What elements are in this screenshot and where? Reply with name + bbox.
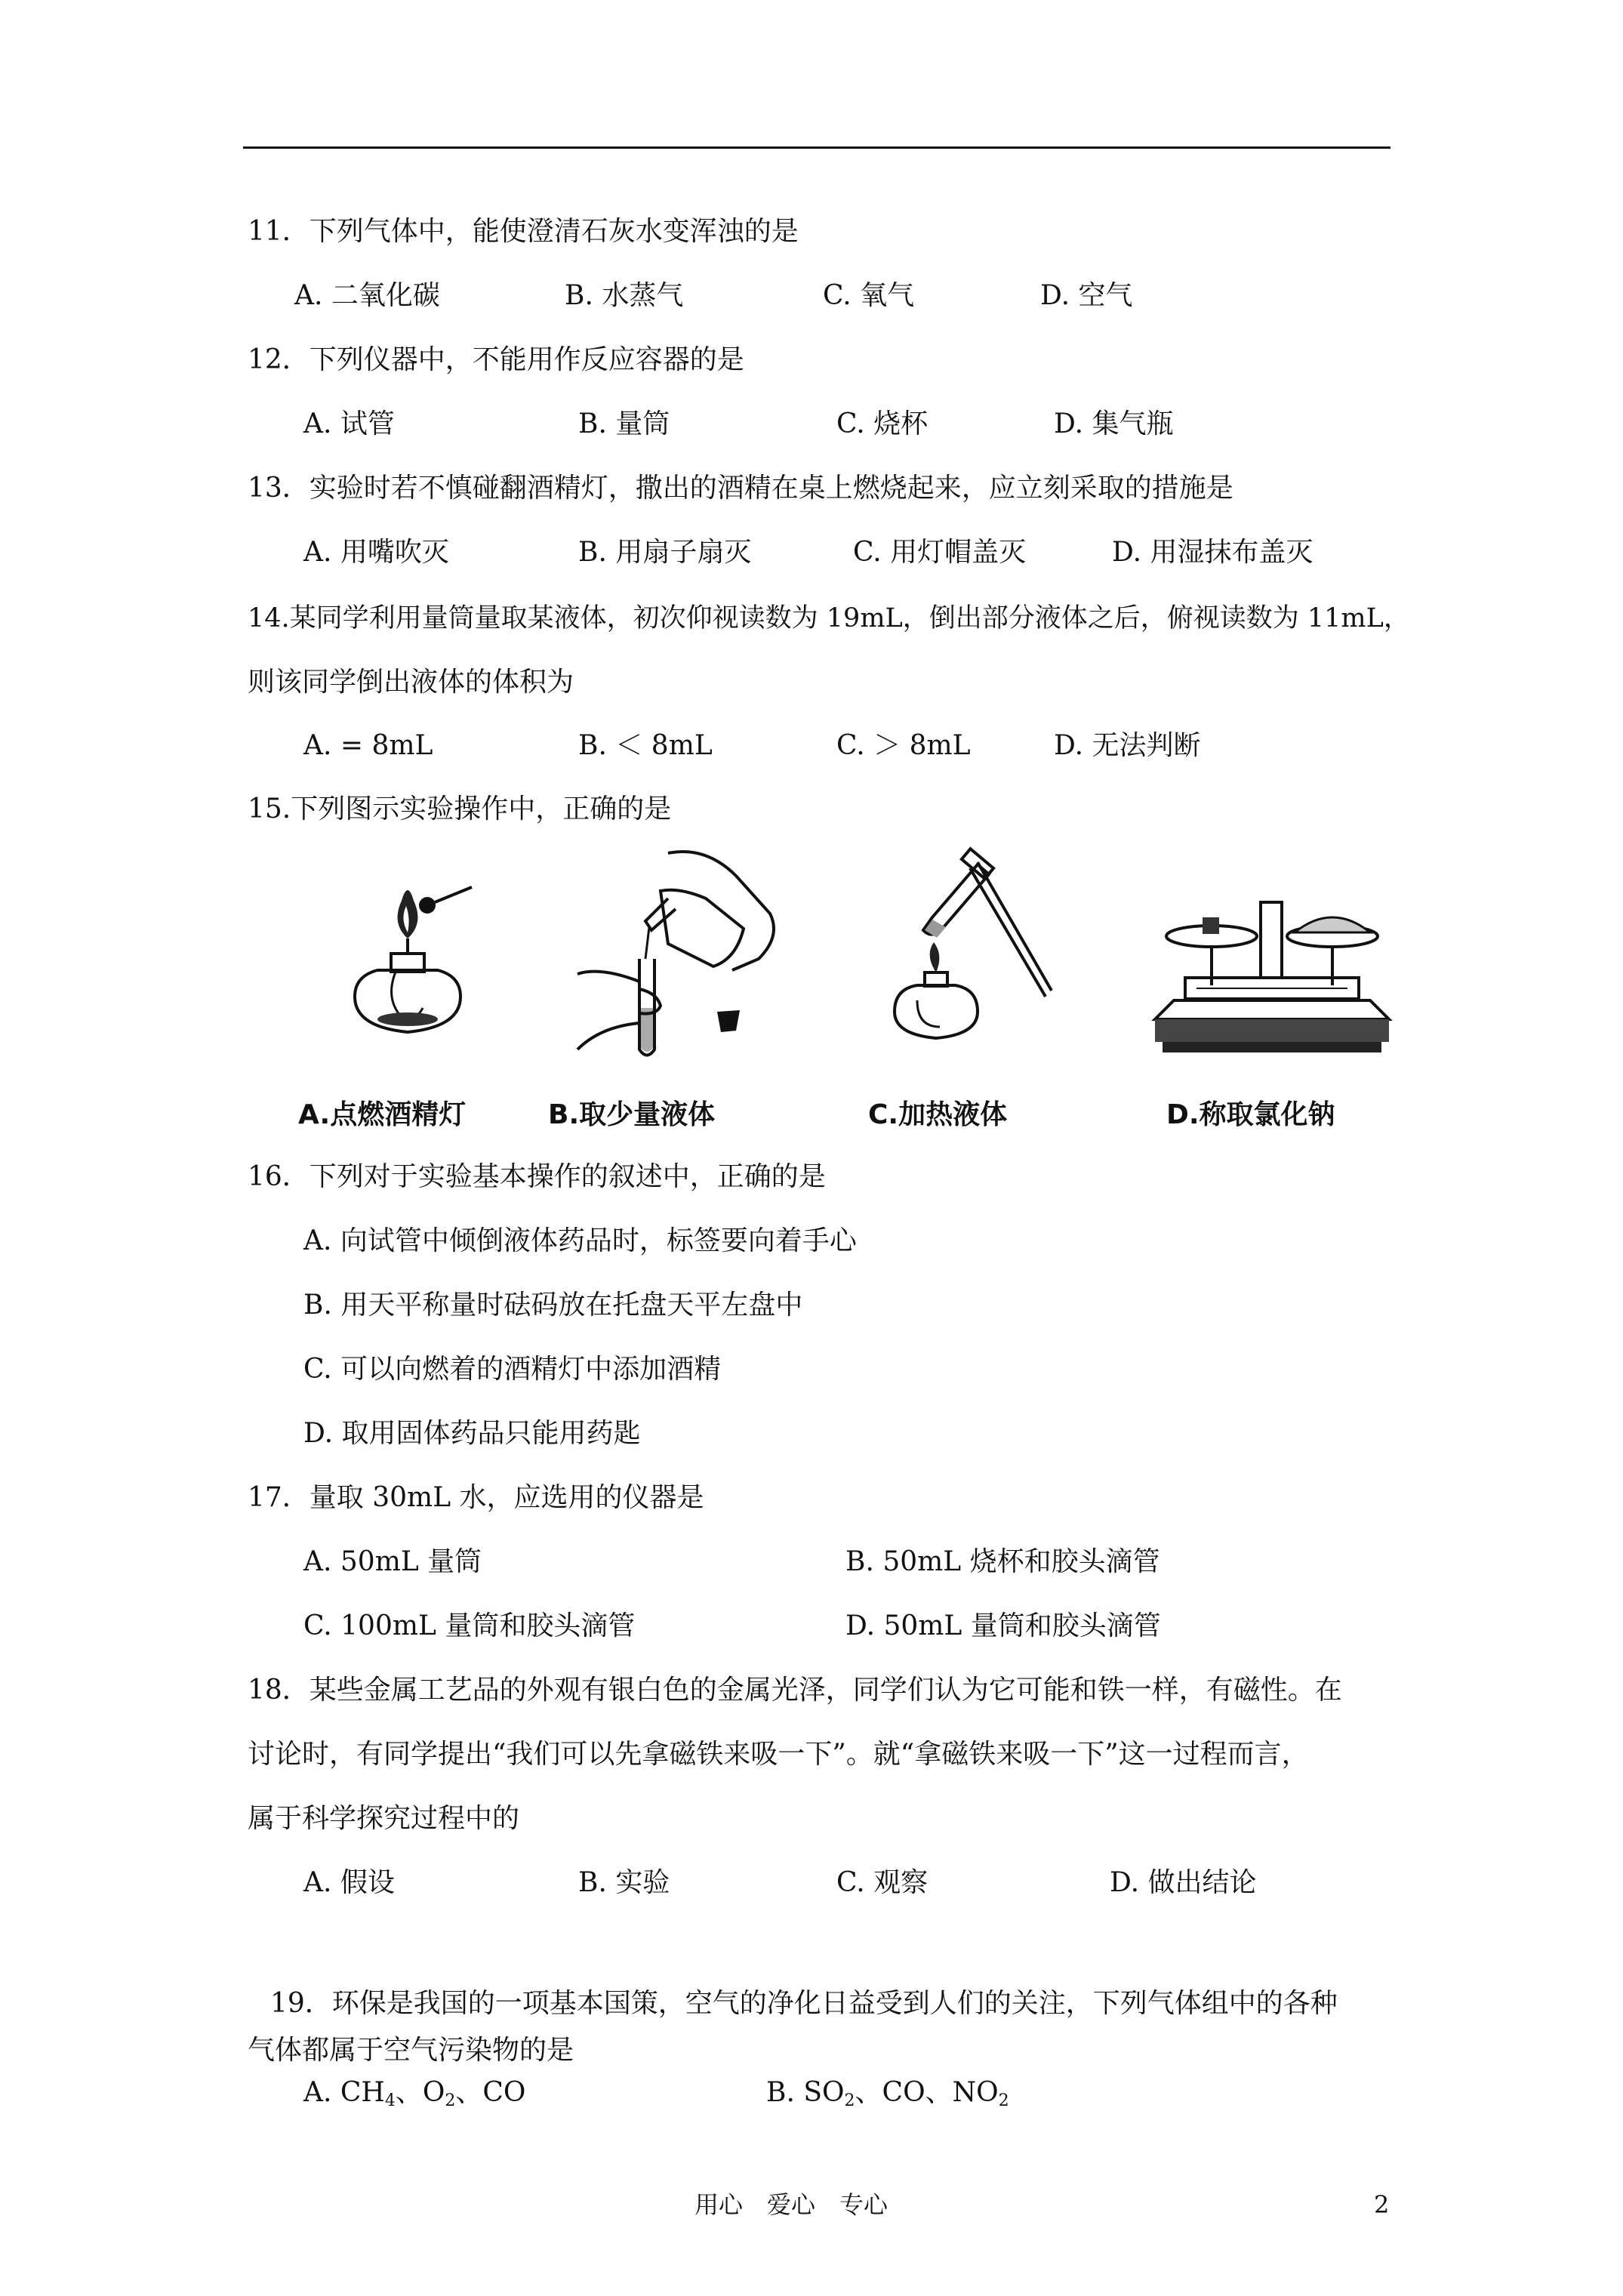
figure-b-caption: B.取少量液体 (548, 1099, 716, 1130)
q17-option-c: C. 100mL 量筒和胶头滴管 (303, 1610, 636, 1641)
figure-c-caption: C.加热液体 (868, 1099, 1008, 1130)
page-number: 2 (1374, 2190, 1390, 2219)
q18-option-c: C. 观察 (836, 1867, 929, 1898)
q17-option-a: A. 50mL 量筒 (303, 1546, 482, 1577)
question-18-stem-line-2: 讨论时，有同学提出“我们可以先拿磁铁来吸一下”。就“拿磁铁来吸一下”这一过程而言， (248, 1739, 1309, 1770)
alcohol-lamp-lighting-figure (332, 864, 483, 1061)
q14-option-c: C. ＞ 8mL (836, 730, 971, 761)
pouring-liquid-figure (555, 846, 781, 1072)
question-19-stem-line-2: 气体都属于空气污染物的是 (248, 2035, 574, 2066)
question-15-stem: 15.下列图示实验操作中，正确的是 (248, 794, 672, 824)
q19-option-a: A. $CH_4$、$O_2$、CO (303, 2077, 526, 2110)
header-rule (243, 146, 1390, 149)
question-11-stem: 11．下列气体中，能使澄清石灰水变浑浊的是 (248, 216, 799, 247)
question-14-stem-line-1: 14.某同学利用量筒量取某液体，初次仰视读数为 19mL，倒出部分液体之后，俯视读数为 11mL， (248, 603, 1410, 633)
q13-option-a: A. 用嘴吹灭 (303, 537, 449, 568)
question-17-stem: 17．量取 30mL 水，应选用的仪器是 (248, 1482, 704, 1513)
question-19-stem-line-1: 19．环保是我国的一项基本国策，空气的净化日益受到人们的关注，下列气体组中的各种 (270, 1988, 1338, 2019)
q11-option-d: D. 空气 (1040, 280, 1133, 311)
q18-option-d: D. 做出结论 (1110, 1867, 1257, 1898)
q17-option-b: B. 50mL 烧杯和胶头滴管 (845, 1546, 1160, 1577)
footer-motto: 用心 爱心 专心 (694, 2190, 888, 2219)
q13-option-d: D. 用湿抹布盖灭 (1112, 537, 1313, 568)
q11-option-a: A. 二氧化碳 (294, 280, 440, 311)
figure-a-caption: A.点燃酒精灯 (298, 1099, 467, 1130)
q12-option-b: B. 量筒 (578, 408, 670, 439)
question-18-stem-line-3: 属于科学探究过程中的 (248, 1803, 520, 1834)
q16-option-d: D. 取用固体药品只能用药匙 (303, 1418, 641, 1449)
question-12-stem: 12．下列仪器中，不能用作反应容器的是 (248, 344, 744, 375)
q13-option-c: C. 用灯帽盖灭 (853, 537, 1027, 568)
q17-option-d: D. 50mL 量筒和胶头滴管 (845, 1610, 1161, 1641)
q12-option-d: D. 集气瓶 (1054, 408, 1174, 439)
q18-option-b: B. 实验 (578, 1867, 670, 1898)
question-18-stem-line-1: 18．某些金属工艺品的外观有银白色的金属光泽，同学们认为它可能和铁一样，有磁性。在 (248, 1675, 1342, 1706)
question-13-stem: 13．实验时若不慎碰翻酒精灯，撒出的酒精在桌上燃烧起来，应立刻采取的措施是 (248, 473, 1233, 504)
figure-d-caption: D.称取氯化钠 (1166, 1099, 1335, 1130)
q11-option-c: C. 氧气 (823, 280, 915, 311)
q18-option-a: A. 假设 (303, 1867, 395, 1898)
q16-option-b: B. 用天平称量时砝码放在托盘天平左盘中 (303, 1290, 803, 1321)
q12-option-c: C. 烧杯 (836, 408, 929, 439)
q11-option-b: B. 水蒸气 (565, 280, 684, 311)
q14-option-a: A. = 8mL (303, 730, 433, 761)
q14-option-b: B. ＜ 8mL (578, 730, 713, 761)
q16-option-a: A. 向试管中倾倒液体药品时，标签要向着手心 (303, 1225, 857, 1256)
q12-option-a: A. 试管 (303, 408, 395, 439)
q16-option-c: C. 可以向燃着的酒精灯中添加酒精 (303, 1354, 722, 1385)
question-14-stem-line-2: 则该同学倒出液体的体积为 (248, 667, 574, 698)
balance-weighing-figure (1144, 895, 1393, 1065)
q13-option-b: B. 用扇子扇灭 (578, 537, 752, 568)
q19-option-b: B. $SO_2$、CO、$NO_2$ (766, 2077, 1009, 2110)
heating-liquid-figure (849, 846, 1076, 1072)
q14-option-d: D. 无法判断 (1054, 730, 1201, 761)
question-16-stem: 16．下列对于实验基本操作的叙述中，正确的是 (248, 1161, 826, 1192)
